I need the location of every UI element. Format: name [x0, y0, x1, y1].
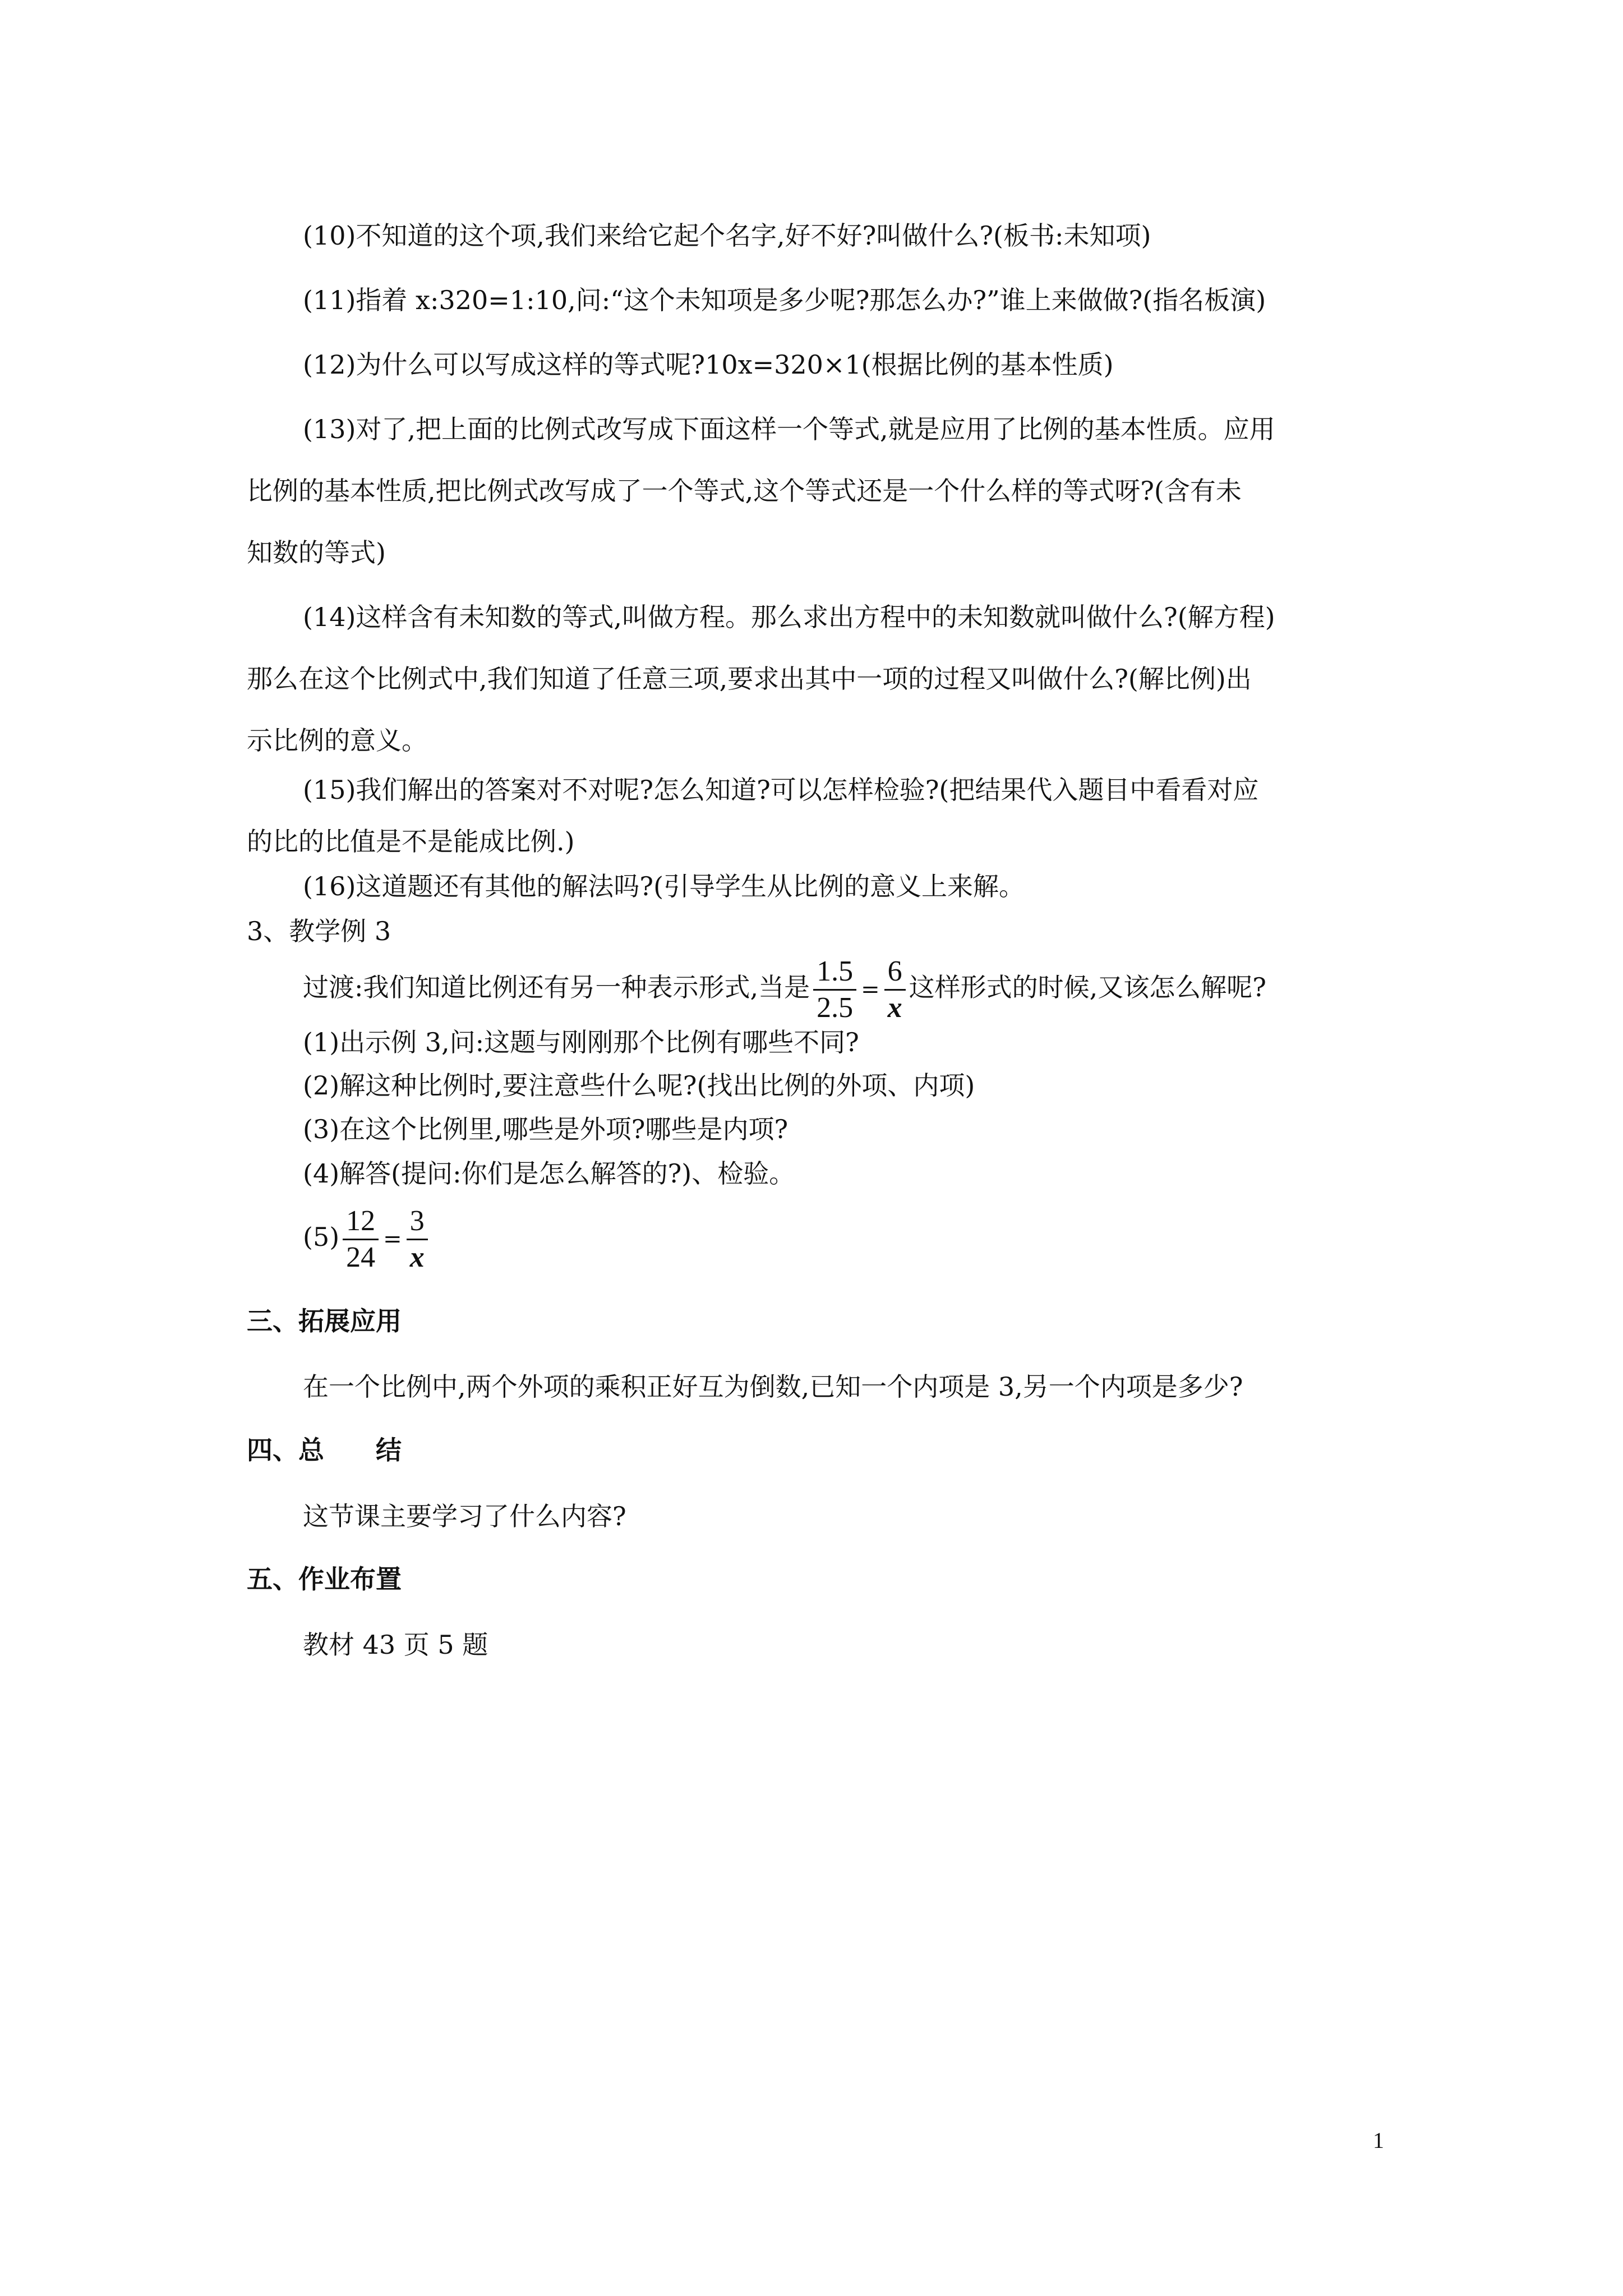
step-10: (10)不知道的这个项,我们来给它起个名字,好不好?叫做什么?(板书:未知项)	[303, 220, 1151, 251]
sub-step-5	[303, 1200, 431, 1276]
page-number: 1	[1373, 2128, 1384, 2153]
section-5-text: 教材 43 页 5 题	[303, 1630, 488, 1660]
fraction-1-5-over-2-5	[813, 954, 856, 1025]
sub-step-2: (2)解这种比例时,要注意些什么呢?(找出比例的外项、内项)	[303, 1070, 975, 1101]
sub-step-5-label: (5)	[303, 1222, 340, 1252]
example-3-title: 3、教学例 3	[247, 916, 391, 946]
fraction-6-over-x	[884, 954, 906, 1025]
step-12: (12)为什么可以写成这样的等式呢?10x=320×1(根据比例的基本性质)	[303, 349, 1114, 380]
step-15-line-1: (15)我们解出的答案对不对呢?怎么知道?可以怎样检验?(把结果代入题目中看看对应	[303, 775, 1259, 805]
step-14-line-2: 那么在这个比例式中,我们知道了任意三项,要求出其中一项的过程又叫做什么?(解比例)出	[247, 664, 1252, 694]
step-11: (11)指着 x:320=1:10,问:“这个未知项是多少呢?那怎么办?”谁上来做做?(指名板演)	[303, 285, 1266, 315]
fraction-denominator: x	[887, 991, 902, 1024]
step-14-line-3: 示比例的意义。	[247, 725, 427, 756]
section-5-heading: 五、作业布置	[247, 1564, 402, 1594]
step-13-line-2: 比例的基本性质,把比例式改写成了一个等式,这个等式还是一个什么样的等式呀?(含有未	[247, 476, 1242, 506]
fraction-numerator: 12	[343, 1204, 379, 1240]
sub-step-3: (3)在这个比例里,哪些是外项?哪些是内项?	[303, 1114, 789, 1144]
sub-step-4: (4)解答(提问:你们是怎么解答的?)、检验。	[303, 1158, 795, 1189]
section-4-heading: 四、总 结	[247, 1435, 402, 1465]
fraction-12-over-24	[343, 1204, 379, 1275]
equals-sign: =	[383, 1226, 402, 1252]
step-13-line-1: (13)对了,把上面的比例式改写成下面这样一个等式,就是应用了比例的基本性质。应用	[303, 414, 1275, 444]
fraction-numerator: 6	[884, 954, 906, 991]
section-4-text: 这节课主要学习了什么内容?	[303, 1501, 626, 1531]
section-3-text: 在一个比例中,两个外项的乘积正好互为倒数,已知一个内项是 3,另一个内项是多少?	[303, 1372, 1243, 1402]
fraction-denominator: 2.5	[817, 991, 854, 1024]
step-15-line-2: 的比的比值是不是能成比例.)	[247, 826, 575, 857]
transition-text-after: 这样形式的时候,又该怎么解呢?	[909, 972, 1266, 1002]
fraction-3-over-x	[407, 1204, 428, 1275]
step-13-line-3: 知数的等式)	[247, 537, 386, 568]
step-16: (16)这道题还有其他的解法吗?(引导学生从比例的意义上来解。	[303, 871, 1025, 901]
transition-text-before: 过渡:我们知道比例还有另一种表示形式,当是	[303, 972, 810, 1002]
sub-step-1: (1)出示例 3,问:这题与刚刚那个比例有哪些不同?	[303, 1027, 859, 1057]
equals-sign: =	[861, 977, 880, 1002]
section-3-heading: 三、拓展应用	[247, 1306, 402, 1336]
fraction-denominator: x	[409, 1241, 425, 1273]
fraction-numerator: 1.5	[813, 954, 856, 991]
transition-line	[303, 951, 1266, 1026]
fraction-numerator: 3	[407, 1204, 428, 1240]
fraction-denominator: 24	[346, 1241, 376, 1273]
step-14-line-1: (14)这样含有未知数的等式,叫做方程。那么求出方程中的未知数就叫做什么?(解方程)	[303, 602, 1275, 632]
